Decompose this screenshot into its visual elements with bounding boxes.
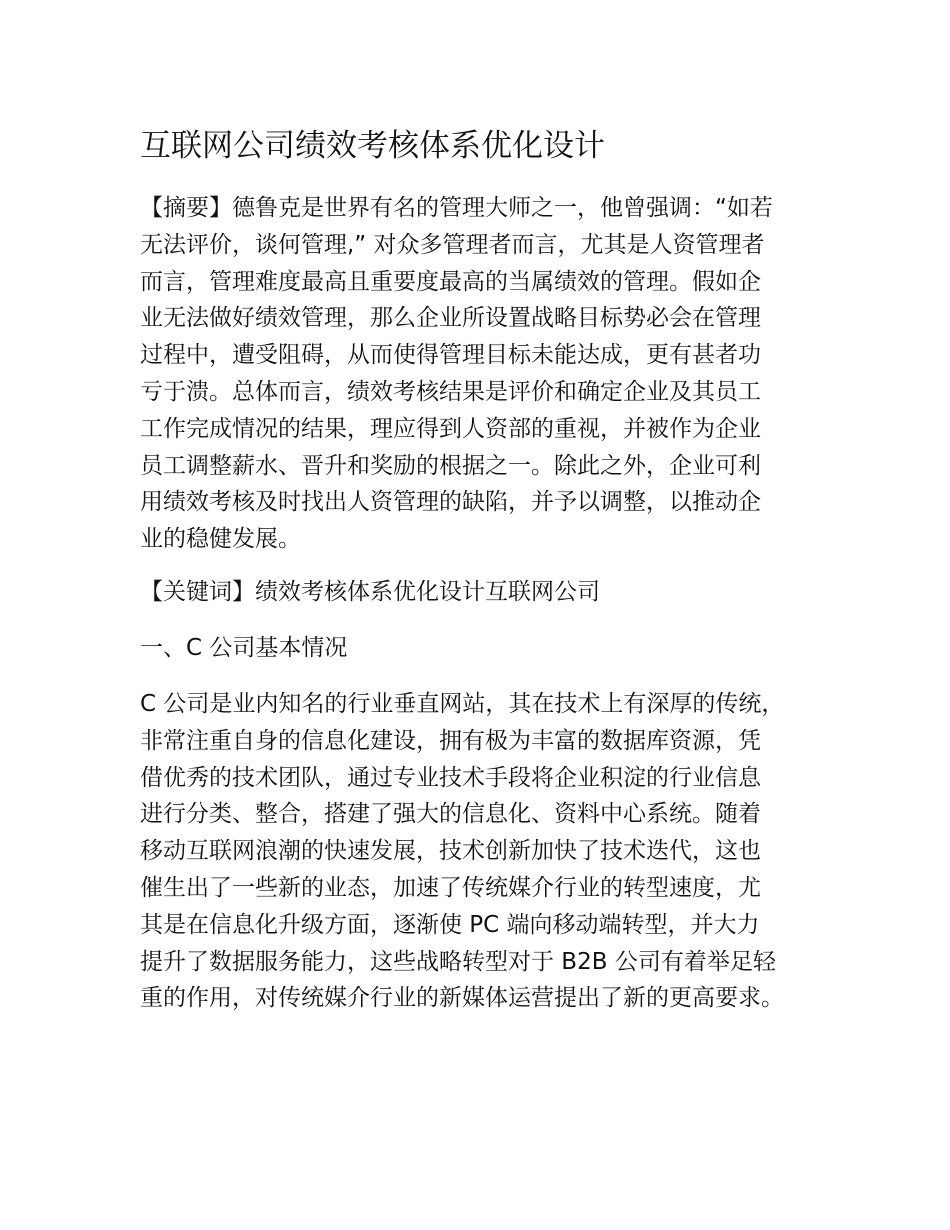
abstract-line: 员工调整薪水、晋升和奖励的根据之一。除此之外，企业可利 xyxy=(140,452,761,479)
abstract-paragraph xyxy=(140,190,820,558)
abstract-line: 无法评价，谈何管理,” 对众多管理者而言，尤其是人资管理者 xyxy=(140,231,765,258)
body-line: C 公司是业内知名的行业垂直网站，其在技术上有深厚的传统， xyxy=(140,691,785,717)
body-line: 催生出了一些新的业态，加速了传统媒介行业的转型速度，尤 xyxy=(140,874,761,901)
document-title: 互联网公司绩效考核体系优化设计 xyxy=(140,128,605,164)
abstract-line: 用绩效考核及时找出人资管理的缺陷，并予以调整，以推动企 xyxy=(140,489,761,516)
abstract-line: 业无法做好绩效管理，那么企业所设置战略目标势必会在管理 xyxy=(140,305,761,332)
body-line: 进行分类、整合，搭建了强大的信息化、资料中心系统。随着 xyxy=(140,801,761,828)
abstract-line: 业的稳健发展。 xyxy=(140,526,301,553)
body-line: 移动互联网浪潮的快速发展，技术创新加快了技术迭代，这也 xyxy=(140,838,761,865)
section-body-paragraph xyxy=(140,686,820,1017)
body-line: 非常注重自身的信息化建设，拥有极为丰富的数据库资源，凭 xyxy=(140,727,761,754)
section-heading: 一、C 公司基本情况 xyxy=(140,635,348,661)
keywords-line: 【关键词】绩效考核体系优化设计互联网公司 xyxy=(140,579,600,605)
abstract-line: 过程中，遭受阻碍，从而使得管理目标未能达成，更有甚者功 xyxy=(140,342,761,369)
body-line: 借优秀的技术团队，通过专业技术手段将企业积淀的行业信息 xyxy=(140,764,761,791)
body-line: 其是在信息化升级方面，逐渐使 PC 端向移动端转型，并大力 xyxy=(140,911,760,938)
body-line: 重的作用，对传统媒介行业的新媒体运营提出了新的更高要求。 xyxy=(140,985,784,1012)
abstract-line: 工作完成情况的结果，理应得到人资部的重视，并被作为企业 xyxy=(140,415,761,442)
abstract-line: 亏于溃。总体而言，绩效考核结果是评价和确定企业及其员工 xyxy=(140,378,761,405)
abstract-line: 【摘要】德鲁克是世界有名的管理大师之一，他曾强调：“如若 xyxy=(140,195,773,221)
body-line: 提升了数据服务能力，这些战略转型对于 B2B 公司有着举足轻 xyxy=(140,948,776,975)
abstract-line: 而言，管理难度最高且重要度最高的当属绩效的管理。假如企 xyxy=(140,268,761,295)
